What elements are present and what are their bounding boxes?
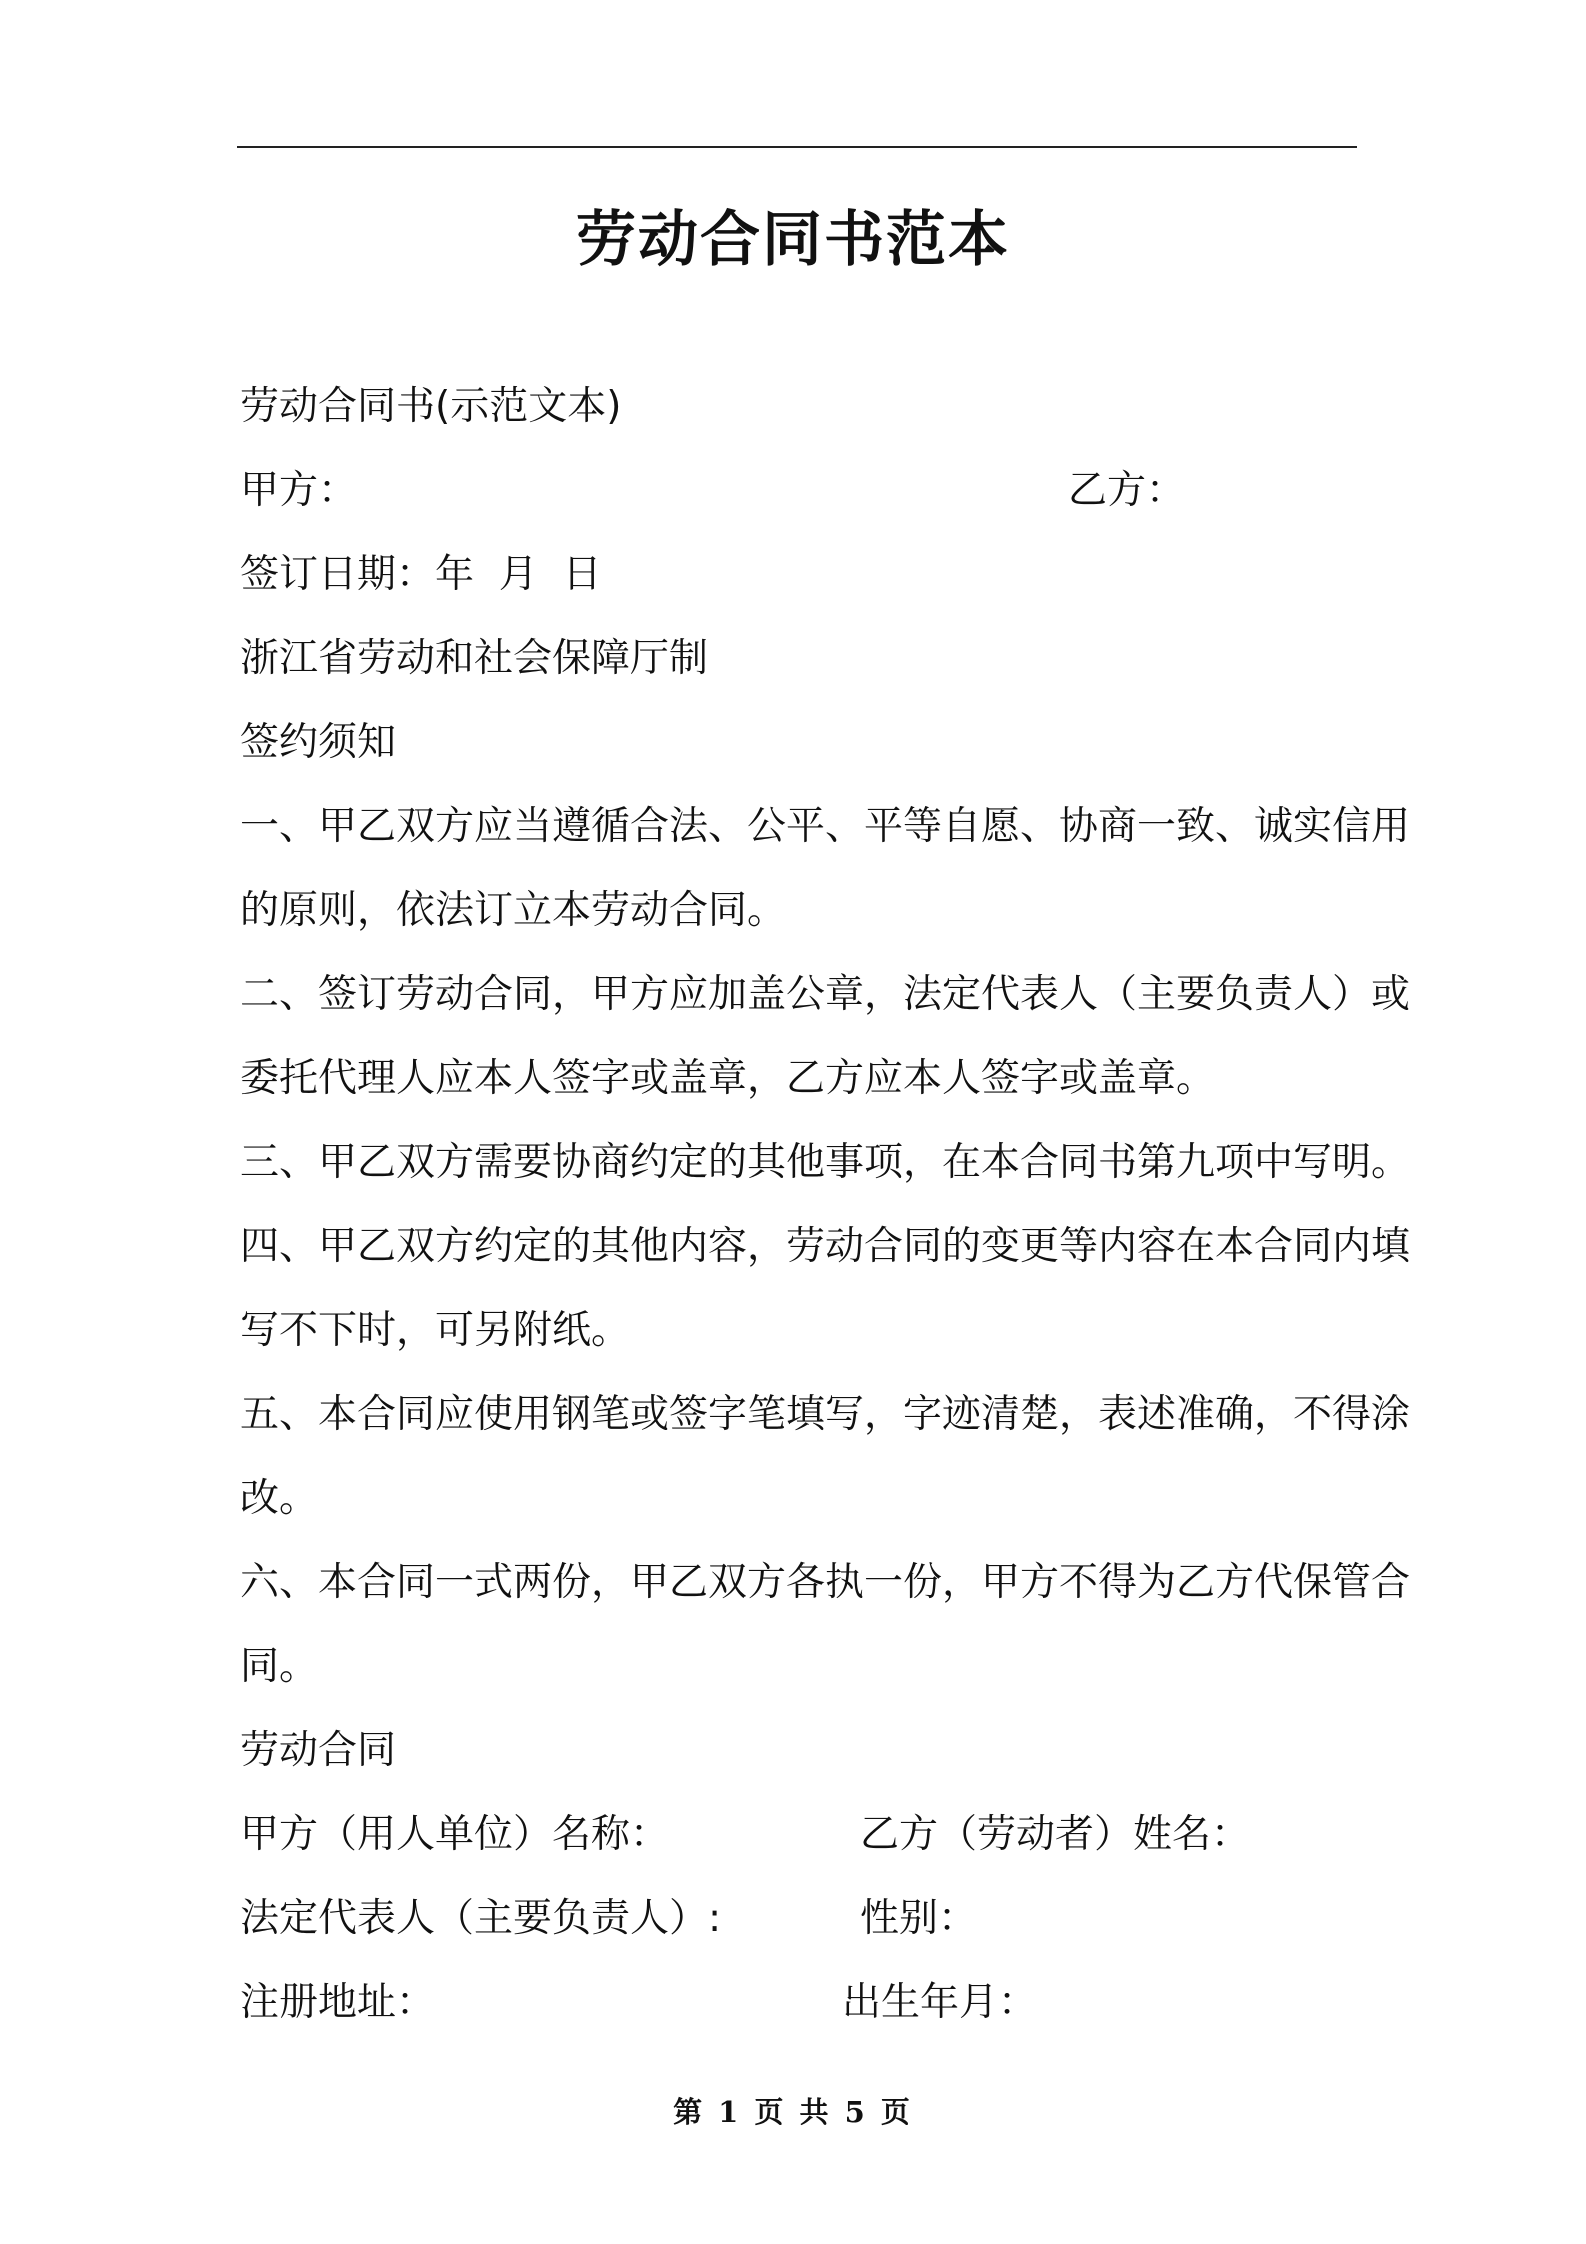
gender-label: 性别： (860, 1896, 978, 1941)
notice-line: 改。 (240, 1476, 319, 1521)
notice-line: 六、本合同一式两份，甲乙双方各执一份，甲方不得为乙方代保管合 (240, 1560, 1411, 1605)
party-row (240, 449, 1360, 533)
party-b-label: 乙方： (1068, 468, 1186, 513)
employee-name-label: 乙方（劳动者）姓名： (860, 1812, 1251, 1857)
notice-line: 二、签订劳动合同，甲方应加盖公章，法定代表人（主要负责人）或 (240, 972, 1411, 1017)
notice-line: 三、甲乙双方需要协商约定的其他事项，在本合同书第九项中写明。 (240, 1140, 1411, 1185)
page-number: 第 1 页 共 5 页 (673, 2095, 913, 2129)
notice-line: 四、甲乙双方约定的其他内容，劳动合同的变更等内容在本合同内填 (240, 1224, 1411, 1269)
subtitle: 劳动合同书(示范文本) (240, 384, 622, 429)
employer-name-label: 甲方（用人单位）名称： (240, 1812, 670, 1857)
registered-address-label: 注册地址： (240, 1980, 436, 2025)
notice-line: 委托代理人应本人签字或盖章，乙方应本人签字或盖章。 (240, 1056, 1216, 1101)
sign-date: 签订日期：年 月 日 (240, 552, 602, 597)
document-body (240, 365, 1411, 2045)
form-row-representative (240, 1877, 1360, 1961)
notice-line: 五、本合同应使用钢笔或签字笔填写，字迹清楚，表述准确，不得涂 (240, 1392, 1411, 1437)
contract-heading: 劳动合同 (240, 1728, 397, 1773)
document-title: 劳动合同书范本 (576, 205, 1010, 275)
notice-line: 同。 (240, 1644, 319, 1689)
issuer: 浙江省劳动和社会保障厅制 (240, 636, 709, 681)
notice-heading: 签约须知 (240, 720, 397, 765)
form-row-employer (240, 1793, 1360, 1877)
notice-line: 写不下时，可另附纸。 (240, 1308, 631, 1353)
notice-line: 的原则，依法订立本劳动合同。 (240, 888, 787, 933)
header-rule (237, 146, 1357, 148)
notice-line: 一、甲乙双方应当遵循合法、公平、平等自愿、协商一致、诚实信用 (240, 804, 1411, 849)
form-row-address (240, 1961, 1360, 2045)
party-a-label: 甲方： (240, 468, 358, 513)
birth-date-label: 出生年月： (842, 1980, 1038, 2025)
legal-representative-label: 法定代表人（主要负责人）: (240, 1896, 722, 1941)
